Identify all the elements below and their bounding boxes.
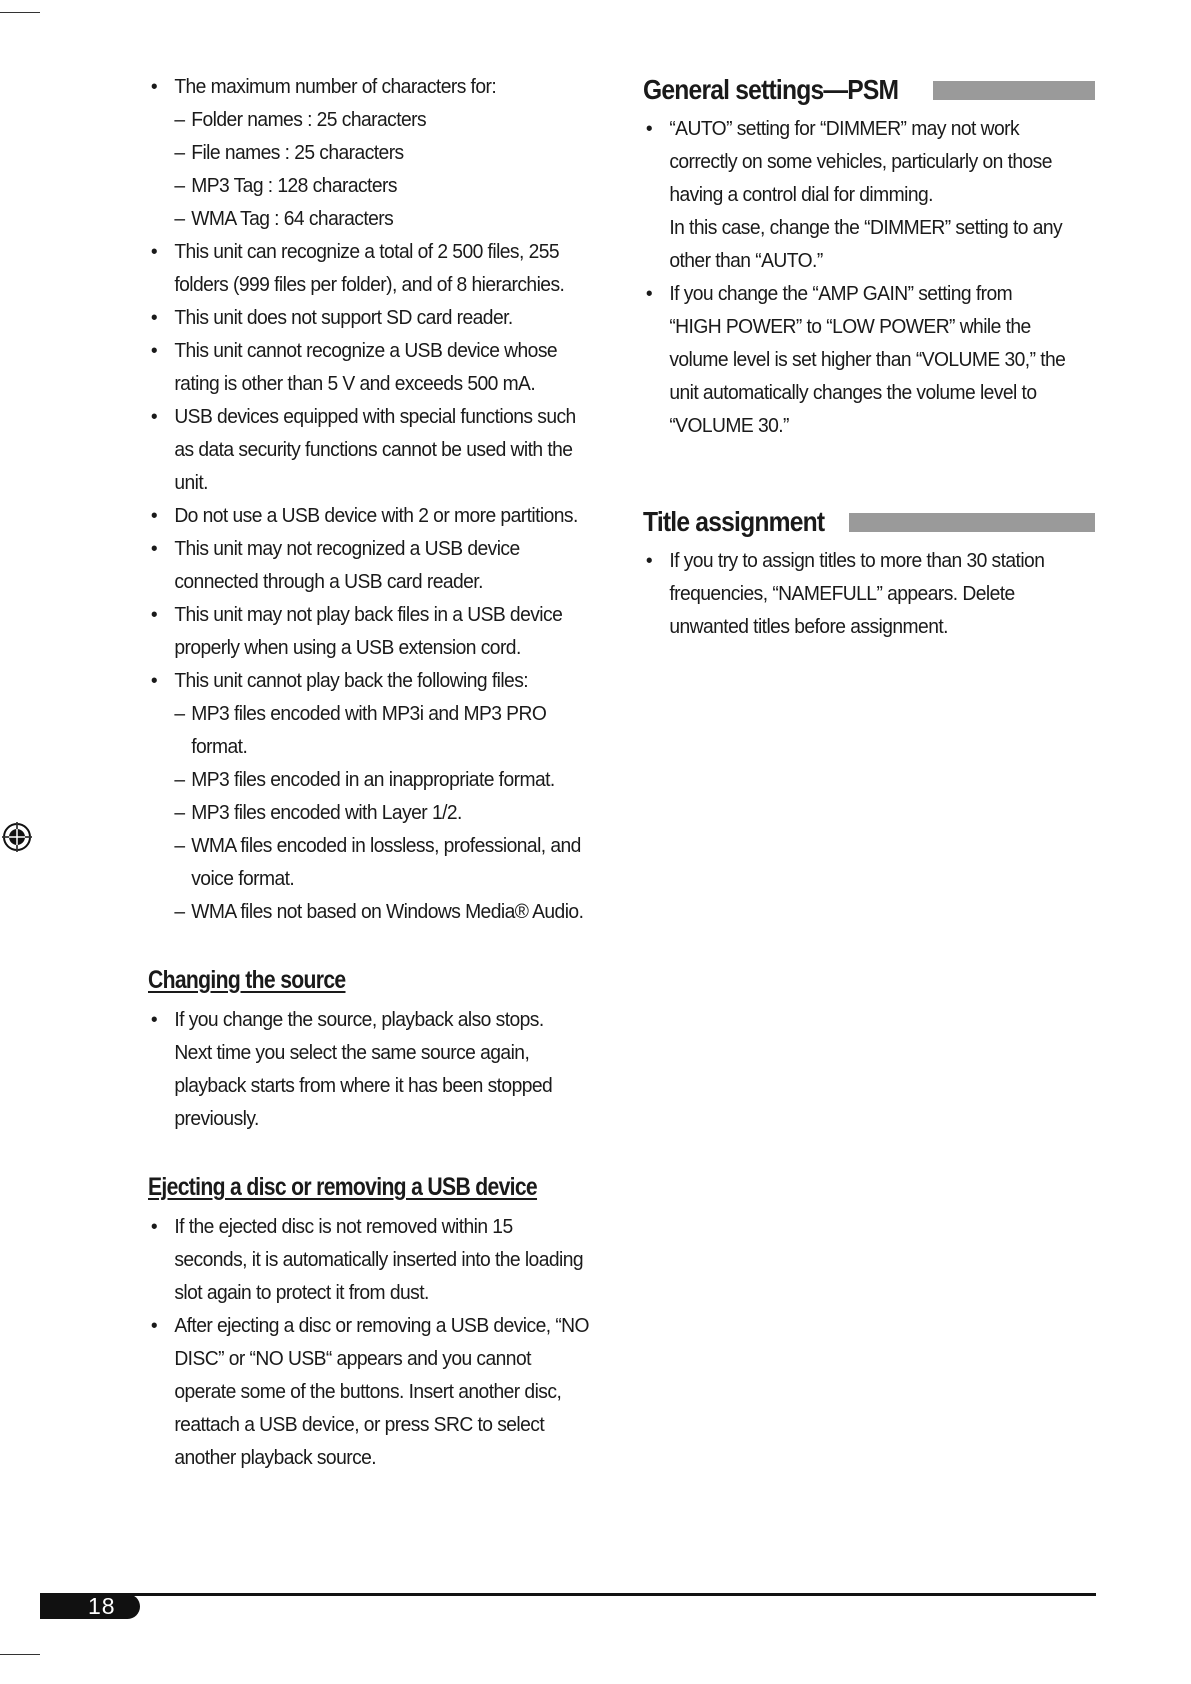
sub-list-item: – MP3 files encoded with MP3i and MP3 PRO format. (148, 697, 590, 763)
dash-icon: – (174, 141, 185, 164)
registration-mark-icon (2, 822, 32, 852)
sub-list-item: – WMA files encoded in lossless, professional, and voice format. (148, 829, 590, 895)
title-assignment-list (643, 544, 1068, 643)
dash-icon: – (174, 834, 185, 857)
dash-icon: – (174, 207, 185, 230)
list-item: • This unit can recognize a total of 2 500 files, 255 folders (999 files per folder), and of 8 hierarchies. (148, 235, 590, 301)
list-item: • USB devices equipped with special functions such as data security functions cannot be used with the unit. (148, 400, 590, 499)
sub-list-item: – WMA files not based on Windows Media® Audio. (148, 895, 590, 928)
crop-mark-bottom (0, 1654, 40, 1655)
general-settings-header (643, 70, 1095, 110)
bullet-icon: • (150, 1008, 158, 1031)
bullet-icon: • (645, 549, 653, 572)
list-item: • If you change the “AMP GAIN” setting from “HIGH POWER” to “LOW POWER” while the volume level is set higher than “VOLUME 30,” the unit automatically changes the volume level to “VOLUME 30.” (643, 277, 1068, 442)
dash-icon: – (174, 108, 185, 131)
bullet-icon: • (645, 117, 653, 140)
sub-list-item: – MP3 files encoded with Layer 1/2. (148, 796, 590, 829)
dash-icon: – (174, 174, 185, 197)
right-column (643, 70, 1095, 643)
bullet-icon: • (150, 504, 158, 527)
bullet-icon: • (150, 1215, 158, 1238)
list-item: • If the ejected disc is not removed within 15 seconds, it is automatically inserted into the loading slot again to protect it from dust. (148, 1210, 590, 1309)
list-item: • If you try to assign titles to more than 30 station frequencies, “NAMEFULL” appears. Delete unwanted titles before assignment. (643, 544, 1068, 643)
list-item: • This unit cannot play back the following files: (148, 664, 590, 697)
bullet-icon: • (150, 306, 158, 329)
crop-mark-top (0, 12, 40, 13)
bullet-icon: • (150, 1314, 158, 1337)
bullet-icon: • (150, 75, 158, 98)
heading-bar (933, 81, 1095, 100)
bullet-icon: • (645, 282, 653, 305)
sub-list-item: – MP3 files encoded in an inappropriate format. (148, 763, 590, 796)
sub-list-item: – MP3 Tag : 128 characters (148, 169, 590, 202)
list-item: • After ejecting a disc or removing a USB device, “NO DISC” or “NO USB“ appears and you cannot operate some of the buttons. Insert another disc, reattach a USB device, or press SRC to select another playback source. (148, 1309, 590, 1474)
sub-list-item: – WMA Tag : 64 characters (148, 202, 590, 235)
dash-icon: – (174, 702, 185, 725)
list-item: • “AUTO” setting for “DIMMER” may not work correctly on some vehicles, particularly on those having a control dial for dimming. In this case, change the “DIMMER” setting to any other than “AUTO.” (643, 112, 1068, 277)
sub-list-item: – File names : 25 characters (148, 136, 590, 169)
footer-rule (40, 1593, 1096, 1596)
changing-source-heading: Changing the source (148, 966, 346, 994)
notes-list (148, 70, 590, 1474)
title-assignment-heading: Title assignment (643, 506, 825, 537)
bullet-icon: • (150, 339, 158, 362)
dash-icon: – (174, 900, 185, 923)
list-item: • The maximum number of characters for: (148, 70, 590, 103)
ejecting-heading: Ejecting a disc or removing a USB device (148, 1173, 538, 1201)
bullet-icon: • (150, 603, 158, 626)
dash-icon: – (174, 801, 185, 824)
title-assignment-header (643, 502, 1095, 542)
dash-icon: – (174, 768, 185, 791)
intro-list (148, 70, 590, 928)
list-item: • Do not use a USB device with 2 or more partitions. (148, 499, 590, 532)
list-item: • This unit cannot recognize a USB device whose rating is other than 5 V and exceeds 500 mA. (148, 334, 590, 400)
heading-bar (849, 513, 1095, 532)
list-item: • This unit may not play back files in a USB device properly when using a USB extension cord. (148, 598, 590, 664)
bullet-icon: • (150, 405, 158, 428)
left-column (148, 70, 618, 1474)
list-item: • If you change the source, playback also stops. Next time you select the same source again, playback starts from where it has been stopped previously. (148, 1003, 590, 1135)
bullet-icon: • (150, 669, 158, 692)
general-settings-heading: General settings—PSM (643, 74, 899, 105)
general-settings-list (643, 112, 1068, 442)
list-item: • This unit does not support SD card reader. (148, 301, 590, 334)
sub-list-item: – Folder names : 25 characters (148, 103, 590, 136)
bullet-icon: • (150, 537, 158, 560)
page-number: 18 (88, 1593, 116, 1619)
list-item: • This unit may not recognized a USB device connected through a USB card reader. (148, 532, 590, 598)
bullet-icon: • (150, 240, 158, 263)
